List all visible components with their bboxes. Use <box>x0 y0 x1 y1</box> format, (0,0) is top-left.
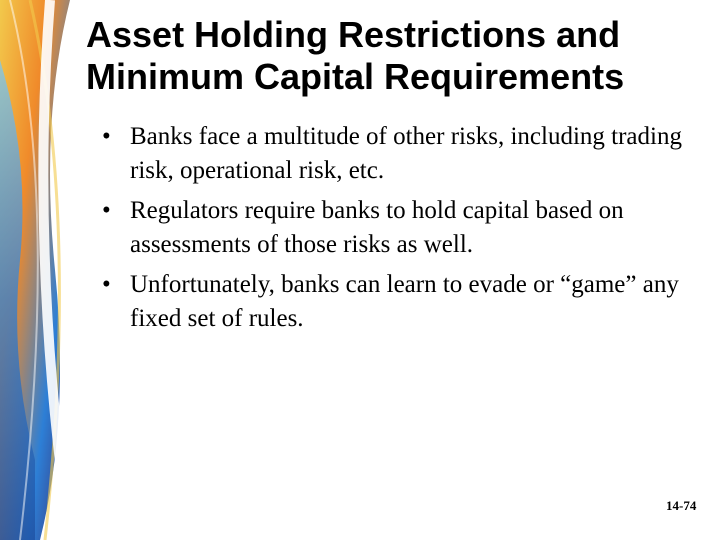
bullet-item <box>96 268 696 336</box>
bullet-text: Unfortunately, banks can learn to evade or “game” any fixed set of rules. <box>130 271 679 332</box>
slide-title-line-1: Asset Holding Restrictions and <box>86 14 621 55</box>
bullet-marker: • <box>102 197 111 224</box>
slide-title <box>86 14 706 98</box>
bullet-marker: • <box>102 271 111 298</box>
bullet-text: Regulators require banks to hold capital based on assessments of those risks as well. <box>130 197 624 258</box>
bullet-list <box>96 120 696 342</box>
bullet-text: Banks face a multitude of other risks, including trading risk, operational risk, etc. <box>130 123 682 184</box>
page-number: 14-74 <box>666 498 697 513</box>
bullet-marker: • <box>102 123 111 150</box>
bullet-item <box>96 194 696 262</box>
bullet-item <box>96 120 696 188</box>
decorative-side-artwork <box>0 0 90 540</box>
slide-title-line-2: Minimum Capital Requirements <box>86 56 625 97</box>
